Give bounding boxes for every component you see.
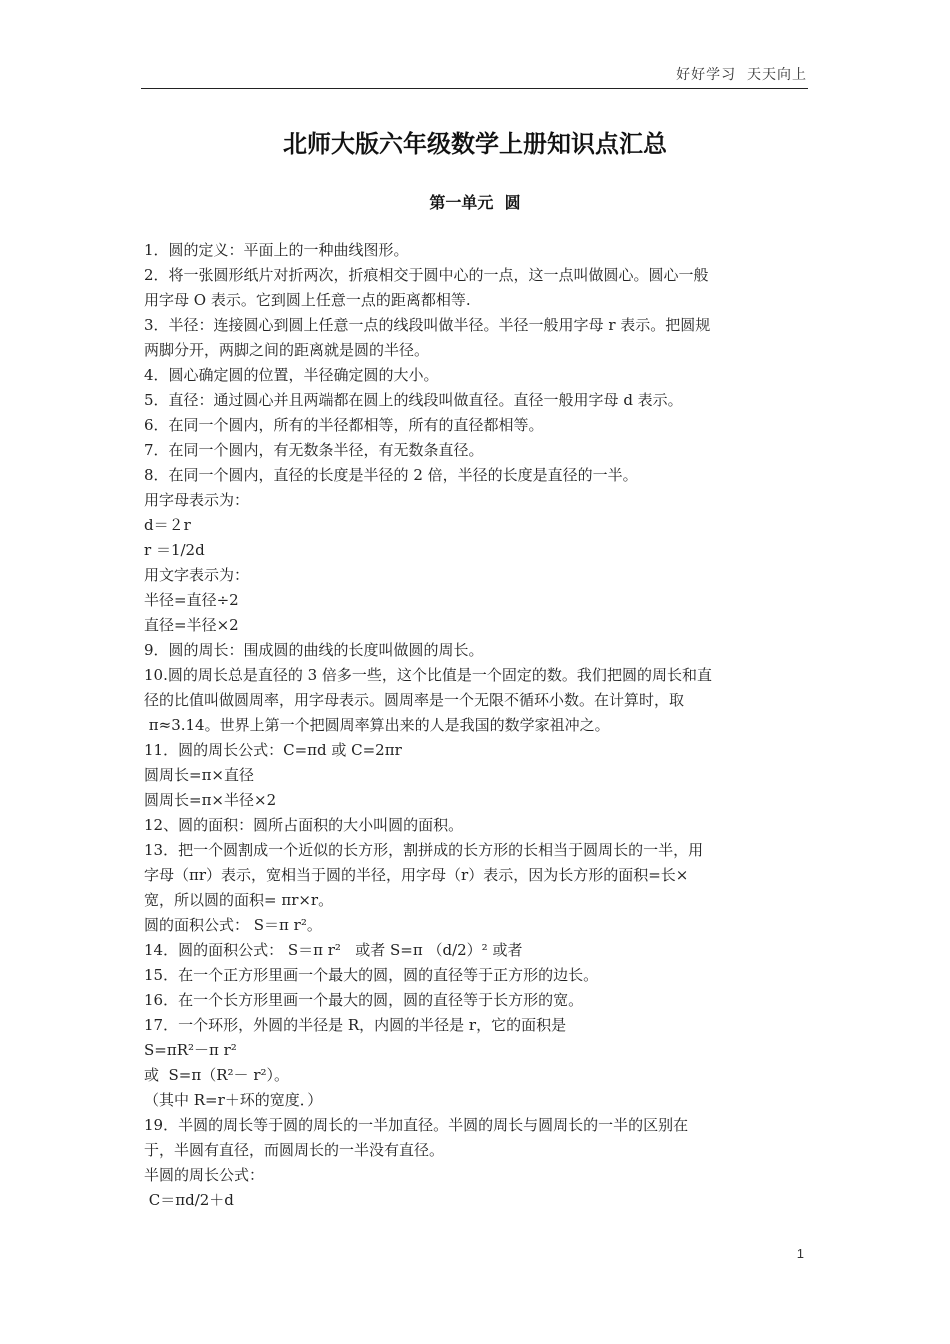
body-line: 13．把一个圆割成一个近似的长方形，割拼成的长方形的长相当于圆周长的一半，用 (144, 841, 704, 859)
document-body (144, 238, 812, 1213)
body-line: 半径=直径÷2 (144, 591, 239, 609)
body-line: 1．圆的定义：平面上的一种曲线图形。 (144, 241, 409, 259)
body-line: 用字母 O 表示。它到圆上任意一点的距离都相等. (144, 291, 471, 309)
body-line: 10.圆的周长总是直径的 3 倍多一些，这个比值是一个固定的数。我们把圆的周长和直 (144, 666, 712, 684)
body-line: 直径=半径×2 (144, 616, 239, 634)
section-title: 第一单元 圆 (429, 193, 521, 212)
body-line: 17．一个环形，外圆的半径是 R，内圆的半径是 r，它的面积是 (144, 1016, 567, 1034)
body-line: S=πR²－π r² (144, 1041, 237, 1059)
header-motto: 好好学习 天天向上 (676, 67, 807, 83)
body-line: r ＝1/2d (144, 541, 205, 559)
body-line: 2．将一张圆形纸片对折两次，折痕相交于圆中心的一点，这一点叫做圆心。圆心一般 (144, 266, 709, 284)
body-line: 宽，所以圆的面积= πr×r。 (144, 891, 334, 909)
body-line: 4．圆心确定圆的位置，半径确定圆的大小。 (144, 366, 439, 384)
body-line: 16．在一个长方形里画一个最大的圆，圆的直径等于长方形的宽。 (144, 991, 584, 1009)
body-line: 圆周长=π×半径×2 (144, 791, 277, 809)
body-line: 12、圆的面积：圆所占面积的大小叫圆的面积。 (144, 816, 464, 834)
body-line: 3．半径：连接圆心到圆上任意一点的线段叫做半径。半径一般用字母 r 表示。把圆规 (144, 316, 711, 334)
body-line: 5．直径：通过圆心并且两端都在圆上的线段叫做直径。直径一般用字母 d 表示。 (144, 391, 683, 409)
body-line: 半圆的周长公式： (144, 1166, 265, 1184)
body-line: 14．圆的面积公式： S＝π r² 或者 S=π （d/2）² 或者 (144, 941, 523, 959)
body-line: 11．圆的周长公式：C=πd 或 C=2πr (144, 741, 402, 759)
header-divider (141, 88, 808, 89)
body-line: 或 S=π（R²－ r²）。 (144, 1066, 289, 1084)
page-number: 1 (796, 1246, 804, 1261)
body-line: 于，半圆有直径，而圆周长的一半没有直径。 (144, 1141, 445, 1159)
body-line: 圆的面积公式： S＝π r²。 (144, 916, 322, 934)
body-line: 径的比值叫做圆周率，用字母表示。圆周率是一个无限不循环小数。在计算时，取 (144, 691, 685, 709)
body-line: 字母（πr）表示，宽相当于圆的半径，用字母（r）表示，因为长方形的面积=长× (144, 866, 689, 884)
body-line: 9．圆的周长：围成圆的曲线的长度叫做圆的周长。 (144, 641, 484, 659)
body-line: d＝２r (144, 516, 191, 534)
body-line: 用文字表示为： (144, 566, 250, 584)
body-line: 6．在同一个圆内，所有的半径都相等，所有的直径都相等。 (144, 416, 544, 434)
body-line: 8．在同一个圆内，直径的长度是半径的 2 倍，半径的长度是直径的一半。 (144, 466, 638, 484)
body-line: C＝πd/2＋d (144, 1191, 234, 1209)
body-line: 两脚分开，两脚之间的距离就是圆的半径。 (144, 341, 430, 359)
body-line: 圆周长=π×直径 (144, 766, 254, 784)
body-line: π≈3.14。世界上第一个把圆周率算出来的人是我国的数学家祖冲之。 (144, 716, 610, 734)
body-line: （其中 R=r＋环的宽度．） (144, 1091, 323, 1109)
document-title: 北师大版六年级数学上册知识点汇总 (283, 129, 667, 158)
body-line: 用字母表示为： (144, 491, 250, 509)
body-line: 7．在同一个圆内，有无数条半径，有无数条直径。 (144, 441, 484, 459)
body-line: 19．半圆的周长等于圆的周长的一半加直径。半圆的周长与圆周长的一半的区别在 (144, 1116, 689, 1134)
body-line: 15．在一个正方形里画一个最大的圆，圆的直径等于正方形的边长。 (144, 966, 599, 984)
